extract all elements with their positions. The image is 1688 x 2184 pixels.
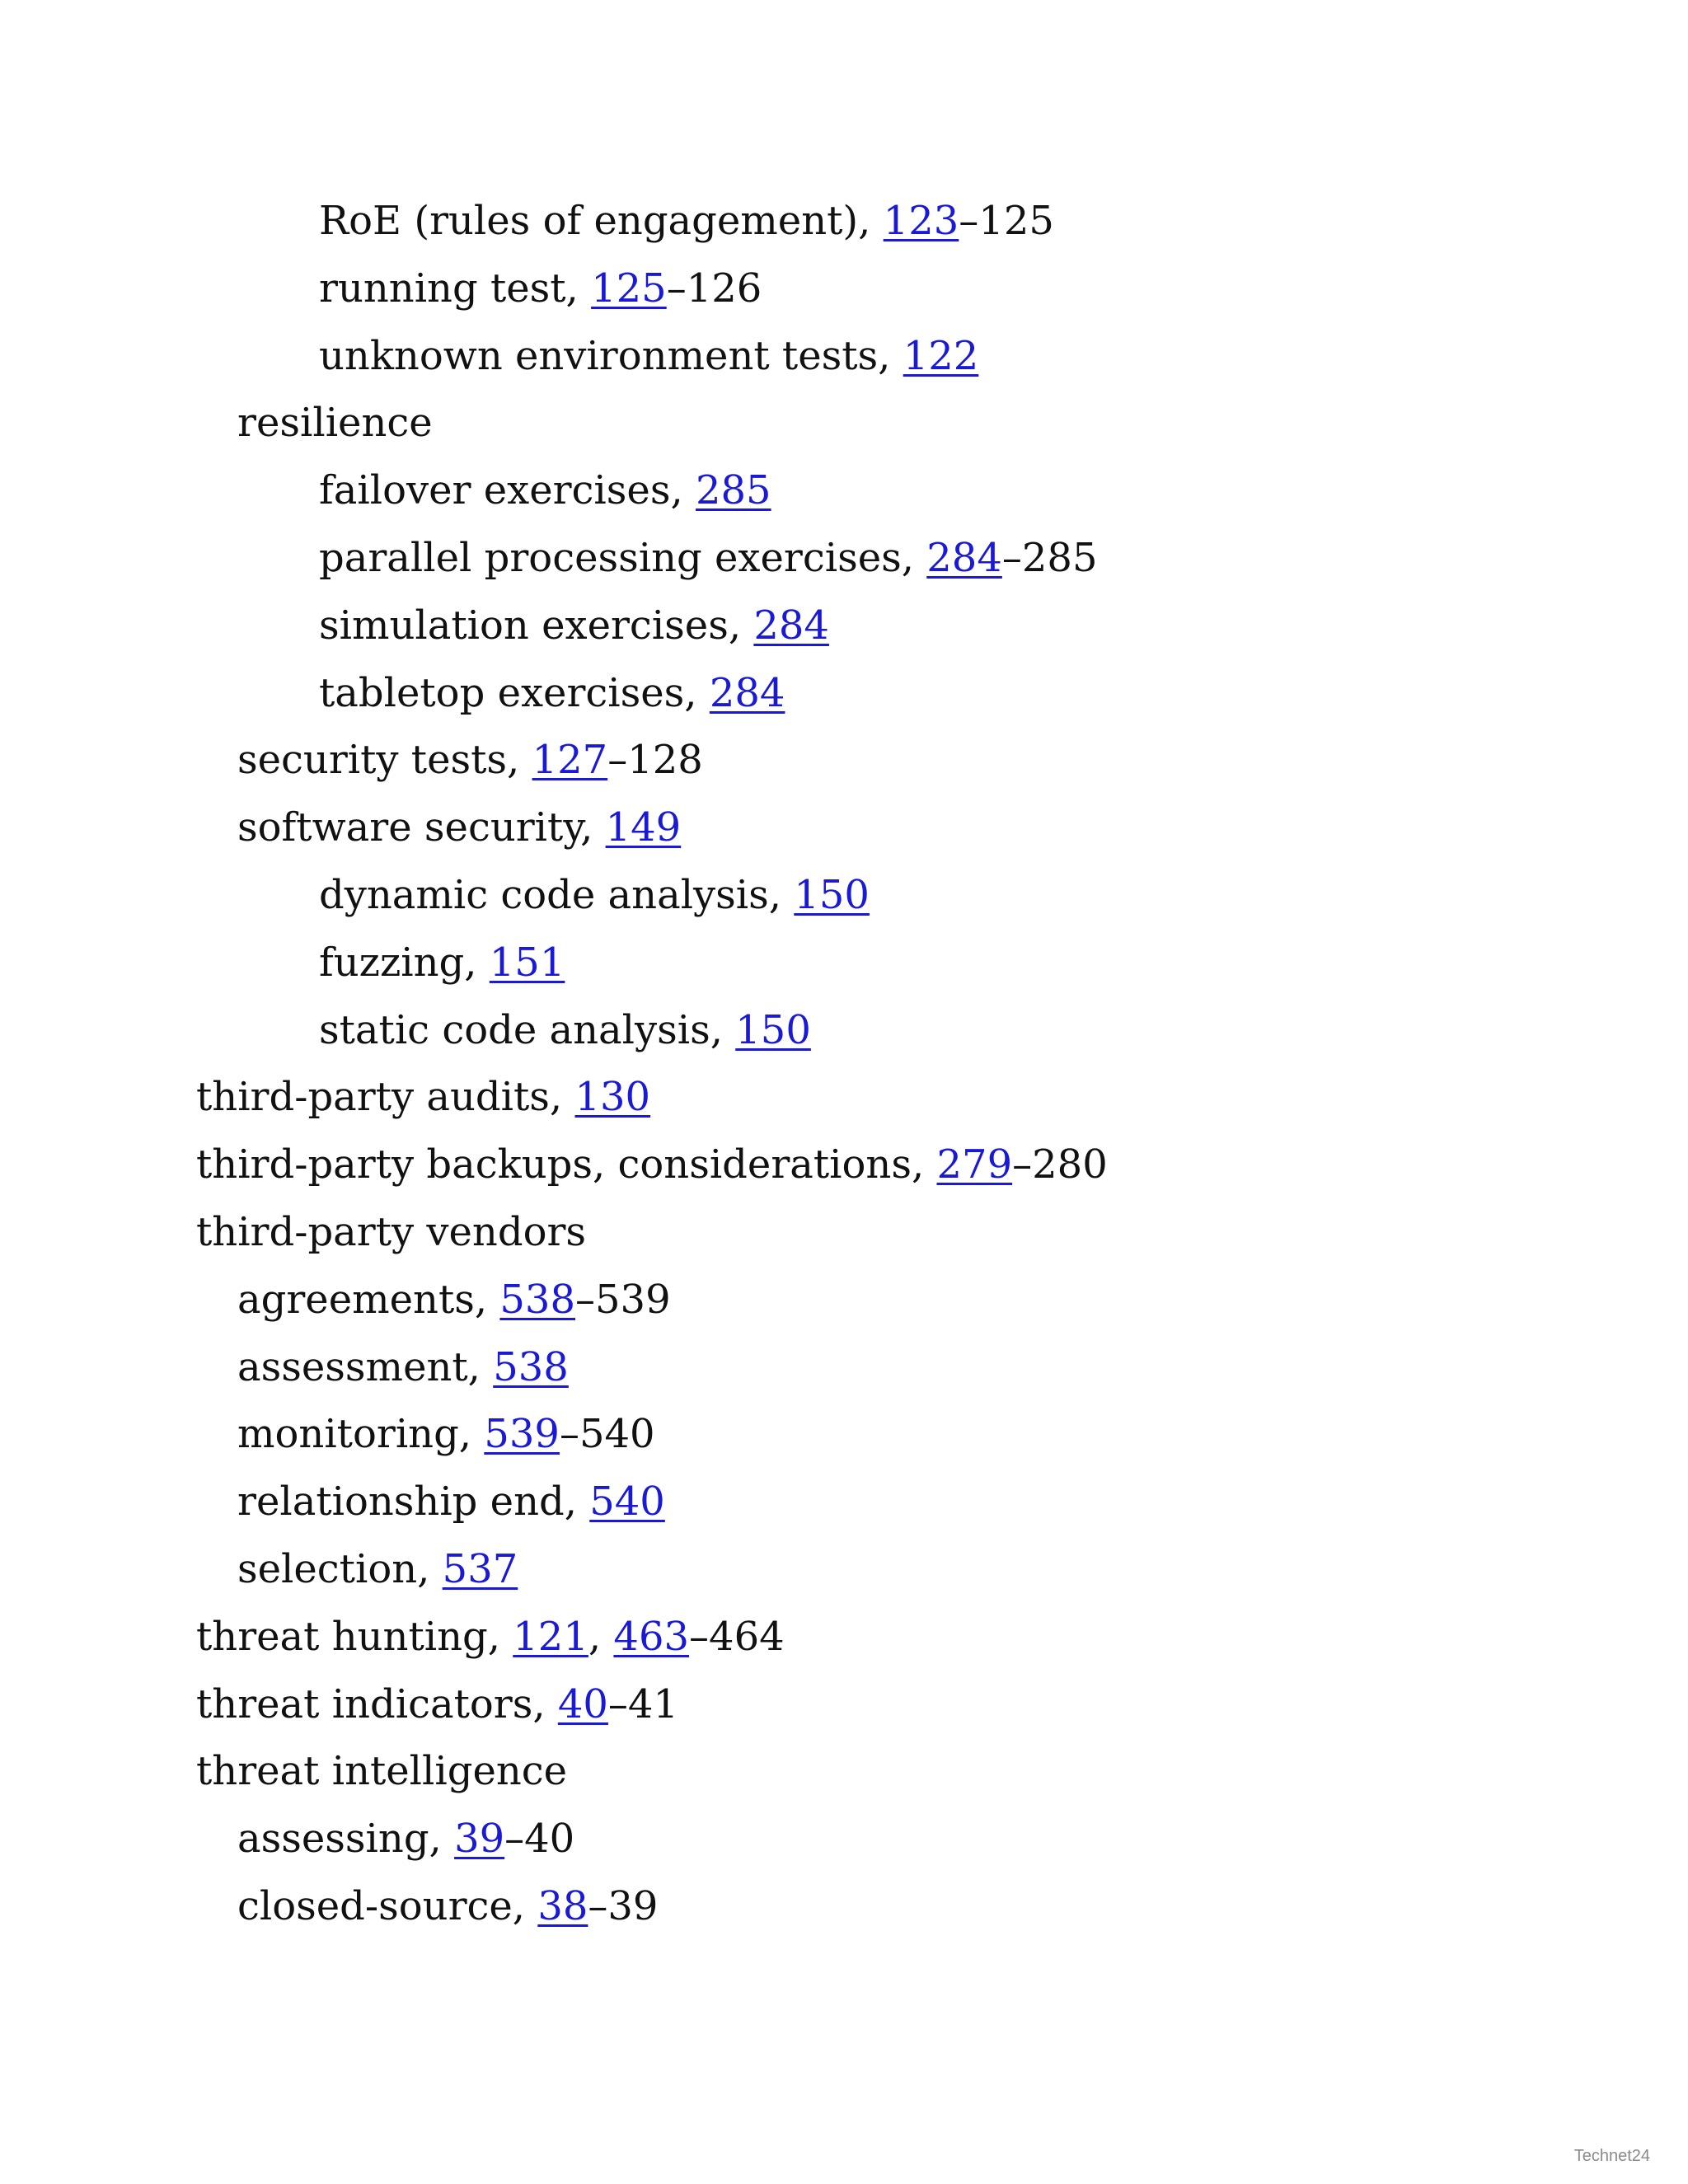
- index-entry: [0, 727, 1688, 794]
- index-entry: [0, 1873, 1688, 1941]
- index-term: third-party audits,: [196, 1074, 575, 1121]
- index-term: relationship end,: [237, 1479, 590, 1526]
- index-entry: [0, 862, 1688, 930]
- index-term: third-party backups, considerations,: [196, 1141, 937, 1188]
- page-range-text: –125: [959, 198, 1054, 244]
- index-term: threat indicators,: [196, 1680, 558, 1727]
- index-term: selection,: [237, 1545, 443, 1592]
- index-entry: [0, 1536, 1688, 1604]
- index-term: running test,: [319, 265, 592, 312]
- page-range-text: –126: [666, 265, 762, 312]
- page-number-link[interactable]: 123: [883, 198, 959, 244]
- page-number-link[interactable]: 538: [499, 1276, 575, 1323]
- index-entry: [0, 1806, 1688, 1873]
- page-number-link[interactable]: 284: [709, 669, 785, 716]
- index-term: threat hunting,: [196, 1613, 513, 1660]
- page-range-text: –41: [607, 1680, 678, 1727]
- page-range-text: –128: [607, 737, 703, 784]
- page-range-text: –539: [575, 1276, 671, 1323]
- page-number-link[interactable]: 540: [589, 1479, 665, 1526]
- index-term: security tests,: [237, 737, 532, 784]
- page-range-text: –280: [1012, 1141, 1108, 1188]
- index-term: fuzzing,: [319, 939, 490, 986]
- page-number-link[interactable]: 151: [489, 939, 565, 986]
- page-range-text: –285: [1001, 534, 1098, 581]
- watermark: Technet24: [1573, 2147, 1650, 2165]
- page-number-link[interactable]: 284: [753, 602, 829, 649]
- index-term: dynamic code analysis,: [319, 871, 795, 918]
- index-term: simulation exercises,: [319, 602, 754, 649]
- index-entry: [0, 390, 1688, 457]
- index-entry: [0, 930, 1688, 997]
- index-term: agreements,: [237, 1276, 500, 1323]
- index-entry: [0, 188, 1688, 255]
- index-term: assessment,: [237, 1343, 494, 1390]
- index-entry: [0, 1334, 1688, 1402]
- index-term: unknown environment tests,: [319, 332, 903, 379]
- index-entry: [0, 1064, 1688, 1132]
- index-term: monitoring,: [237, 1411, 485, 1458]
- index-term: closed-source,: [237, 1882, 538, 1929]
- page-number-link[interactable]: 538: [493, 1343, 569, 1390]
- index-list: [0, 188, 1688, 1941]
- index-entry: [0, 794, 1688, 862]
- index-term: static code analysis,: [319, 1006, 736, 1053]
- index-term: resilience: [237, 400, 433, 447]
- page-number-link[interactable]: 39: [454, 1816, 505, 1863]
- index-entry: [0, 1469, 1688, 1536]
- page-range-text: ,: [588, 1613, 614, 1660]
- index-entry: [0, 1738, 1688, 1806]
- page-number-link[interactable]: 284: [926, 534, 1002, 581]
- index-entry: [0, 1604, 1688, 1671]
- page-number-link[interactable]: 38: [537, 1882, 588, 1929]
- page-range-text: –40: [504, 1816, 575, 1863]
- index-term: assessing,: [237, 1816, 455, 1863]
- index-term: threat intelligence: [196, 1748, 568, 1795]
- page-number-link[interactable]: 149: [605, 804, 682, 851]
- page-range-text: –39: [588, 1882, 659, 1929]
- page-number-link[interactable]: 279: [936, 1141, 1013, 1188]
- page-number-link[interactable]: 463: [613, 1613, 690, 1660]
- index-term: tabletop exercises,: [319, 669, 710, 716]
- page-number-link[interactable]: 537: [442, 1545, 518, 1592]
- index-entry: [0, 1401, 1688, 1469]
- page-number-link[interactable]: 285: [695, 467, 771, 514]
- page-number-link[interactable]: 121: [513, 1613, 588, 1660]
- index-entry: [0, 1671, 1688, 1739]
- index-entry: [0, 1199, 1688, 1267]
- page-number-link[interactable]: 127: [532, 737, 608, 784]
- index-entry: [0, 1267, 1688, 1334]
- page-number-link[interactable]: 130: [574, 1074, 651, 1121]
- index-term: RoE (rules of engagement),: [319, 198, 884, 244]
- page-number-link[interactable]: 150: [794, 871, 870, 918]
- index-entry: [0, 660, 1688, 728]
- page-number-link[interactable]: 125: [591, 265, 667, 312]
- index-term: software security,: [237, 804, 606, 851]
- index-entry: [0, 457, 1688, 525]
- page-number-link[interactable]: 539: [484, 1411, 560, 1458]
- index-entry: [0, 997, 1688, 1065]
- index-term: failover exercises,: [319, 467, 696, 514]
- page-range-text: –540: [559, 1411, 655, 1458]
- index-entry: [0, 255, 1688, 323]
- index-term: parallel processing exercises,: [319, 534, 927, 581]
- page-number-link[interactable]: 122: [903, 332, 979, 379]
- index-entry: [0, 323, 1688, 391]
- index-entry: [0, 1132, 1688, 1199]
- page-range-text: –464: [689, 1613, 785, 1660]
- index-term: third-party vendors: [196, 1208, 587, 1255]
- index-entry: [0, 593, 1688, 660]
- index-entry: [0, 525, 1688, 593]
- page-number-link[interactable]: 40: [557, 1680, 608, 1727]
- page-number-link[interactable]: 150: [735, 1006, 811, 1053]
